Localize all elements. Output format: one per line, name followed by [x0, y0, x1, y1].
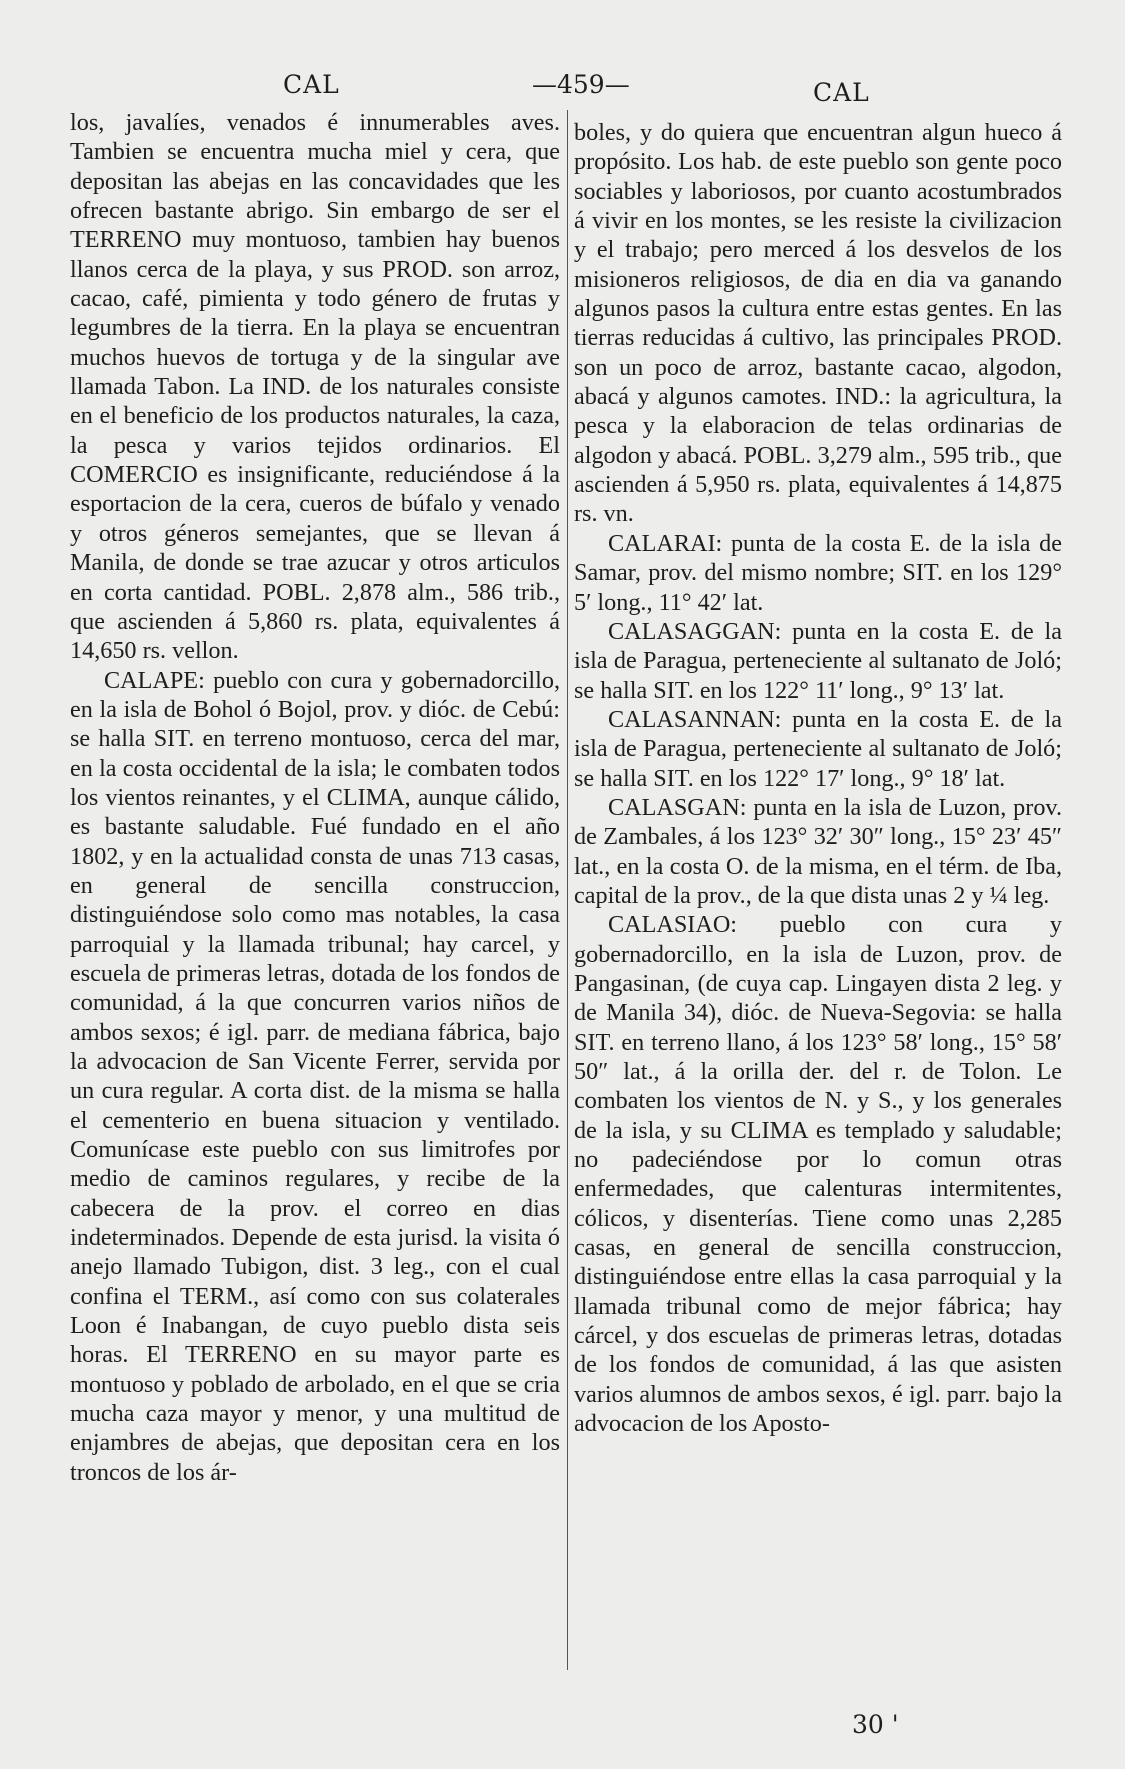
running-header-left: CAL — [283, 70, 340, 99]
entry-calarai: CALARAI: punta de la costa E. de la isla de Samar, prov. del mismo nombre; SIT. en los 129° 5′ long., 11° 42′ lat. — [574, 529, 1062, 616]
entry-calape: CALAPE: pueblo con cura y gobernadorcillo, en la isla de Bohol ó Bojol, prov. y dióc. de Cebú: se halla SIT. en terreno montuoso, cerca del mar, en la costa occidental de la isla; le combaten todos los vientos reinantes, y el CLIMA, aunque cálido, es bastante saludable. Fué fundado en el año 1802, y en la actualidad consta de unas 713 casas, en general de sencilla construccion, distinguiéndose solo como mas notables, la casa parroquial y la llamada tribunal; hay carcel, y escuela de primeras letras, dotada de los fondos de comunidad, á la que concurren varios niños de ambos sexos; é igl. parr. de mediana fábrica, bajo la advocacion de San Vicente Ferrer, servida por un cura regular. A corta dist. de la misma se halla el cementerio en buena situacion y ventilado. Comunícase este pueblo con sus limitrofes por medio de caminos regulares, y recibe de la cabecera de la prov. el correo en dias indeterminados. Depende de esta jurisd. la visita ó anejo llamado Tubigon, dist. 3 leg., con el cual confina el TERM., así como con sus colaterales Loon é Inabangan, de cuyo pueblo dista seis horas. El TERRENO en su mayor parte es montuoso y poblado de arbolado, en el que se cria mucha caza mayor y menor, y una multitud de enjambres de abejas, que depositan cera en los troncos de los ár- — [70, 666, 560, 1486]
entry-continuation-right: boles, y do quiera que encuentran algun hueco á propósito. Los hab. de este pueblo son gente poco sociables y laboriosos, por cuanto acostumbrados á vivir en los montes, se les resiste la civilizacion y el trabajo; pero merced á los desvelos de los misioneros religiosos, de dia en dia va ganando algunos pasos la cultura entre estas gentes. En las tierras reducidas á cultivo, las principales PROD. son un poco de arroz, bastante cacao, algodon, abacá y algunos camotes. IND.: la agricultura, la pesca y la elaboracion de telas ordinarias de algodon y abacá. POBL. 3,279 alm., 595 trib., que ascienden á 5,950 rs. plata, equivalentes á 14,875 rs. vn. — [574, 119, 1062, 528]
page-number: —459— — [532, 70, 630, 99]
right-column — [574, 118, 1062, 1438]
column-divider — [567, 110, 568, 1670]
left-column — [70, 108, 560, 1487]
entry-calasannan: CALASANNAN: punta en la costa E. de la isla de Paragua, perteneciente al sultanato de Joló; se halla SIT. en los 122° 17′ long., 9° 18′ lat. — [574, 705, 1062, 792]
entry-calasgan: CALASGAN: punta en la isla de Luzon, prov. de Zambales, á los 123° 32′ 30″ long., 15° 23′ 45″ lat., en la costa O. de la misma, en el térm. de Iba, capital de la prov., de la que dista unas 2 y ¼ leg. — [574, 793, 1062, 909]
running-header-right: CAL — [813, 78, 870, 107]
entry-calasiao: CALASIAO: pueblo con cura y gobernadorcillo, en la isla de Luzon, prov. de Pangasinan, (de cuya cap. Lingayen dista 2 leg. y de Manila 34), dióc. de Nueva-Segovia: se halla SIT. en terreno llano, á los 123° 58′ long., 15° 58′ 50″ lat., á la orilla der. del r. de Tolon. Le combaten los vientos de N. y S., y los generales de la isla, y su CLIMA es templado y saludable; no padeciéndose por lo comun otras enfermedades, que calenturas intermitentes, cólicos, y disenterías. Tiene como unas 2,285 casas, en general de sencilla construccion, distinguiéndose entre ellas la casa parroquial y la llamada tribunal como de mejor fábrica; hay cárcel, y dos escuelas de primeras letras, dotadas de los fondos de comunidad, á las que asisten varios alumnos de ambos sexos, é igl. parr. bajo la advocacion de los Aposto- — [574, 911, 1062, 1438]
entry-continuation: los, javalíes, venados é innumerables aves. Tambien se encuentra mucha miel y cera, que depositan las abejas en las concavidades que les ofrecen bastante abrigo. Sin embargo de ser el TERRENO muy montuoso, tambien hay buenos llanos cerca de la playa, y sus PROD. son arroz, cacao, café, pimienta y todo género de frutas y legumbres de la tierra. En la playa se encuentran muchos huevos de tortuga y de la singular ave llamada Tabon. La IND. de los naturales consiste en el beneficio de los productos naturales, la caza, la pesca y varios tejidos ordinarios. El COMERCIO es insignificante, reduciéndose á la esportacion de la cera, cueros de búfalo y venado y otros géneros semejantes, que se llevan á Manila, de donde se trae azucar y otros articulos en corta cantidad. POBL. 2,878 alm., 586 trib., que ascienden á 5,860 rs. plata, equivalentes á 14,650 rs. vellon. — [70, 109, 560, 665]
entry-calasaggan: CALASAGGAN: punta en la costa E. de la isla de Paragua, perteneciente al sultanato de Joló; se halla SIT. en los 122° 11′ long., 9° 13′ lat. — [574, 617, 1062, 704]
signature-mark: 30 ' — [852, 1710, 899, 1739]
